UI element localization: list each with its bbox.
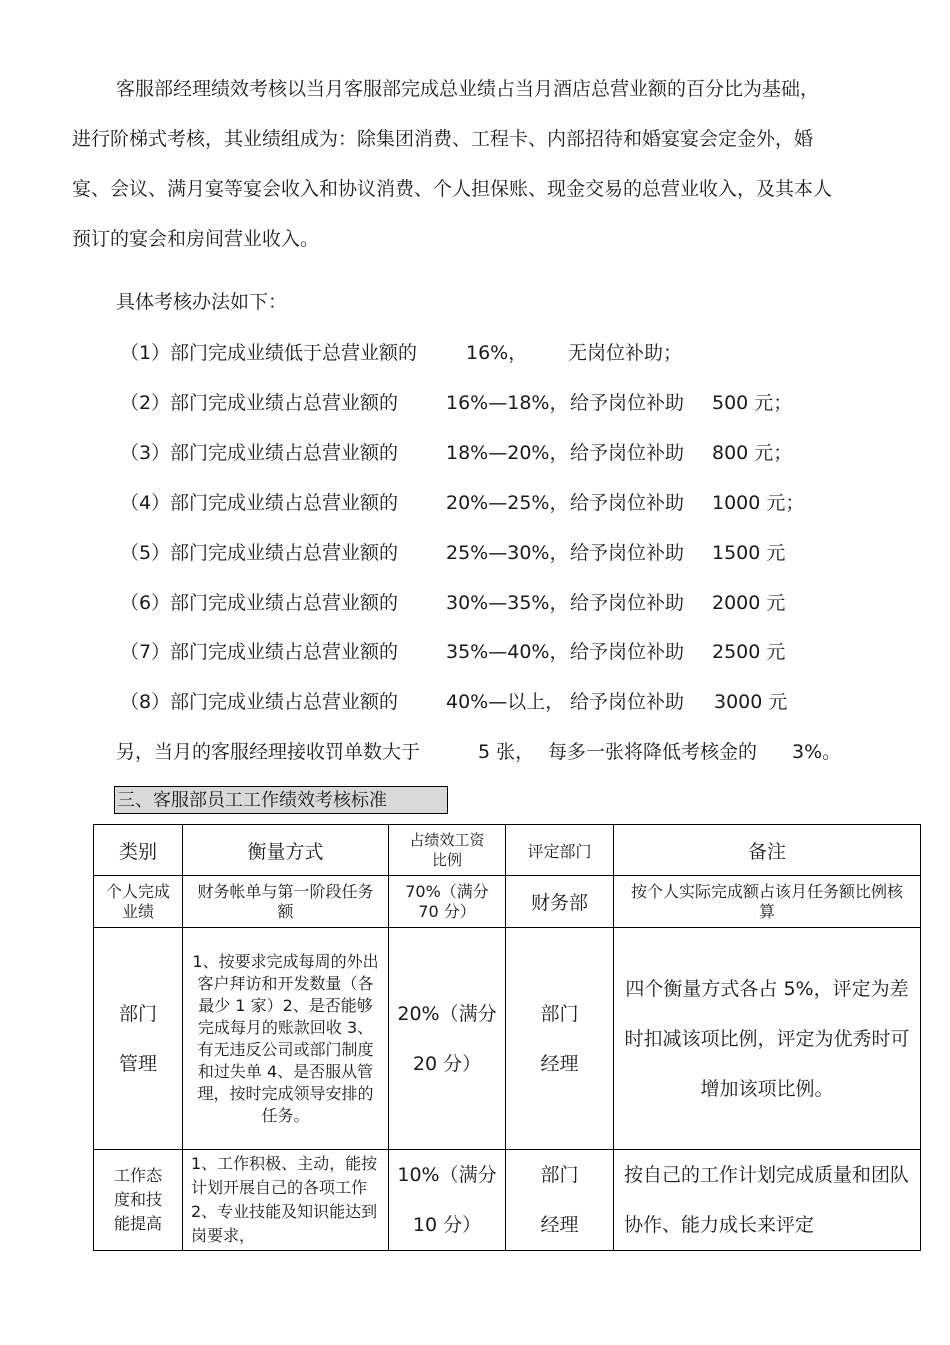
penalty-pct: 3%。 [792, 741, 842, 763]
cell-method: 1、工作积极、主动，能按计划开展自己的各项工作 2、专业技能及知识能达到岗要求， [183, 1150, 389, 1251]
tier-number: （2） [120, 392, 171, 414]
penalty-text [116, 740, 842, 764]
tier-number: （4） [120, 492, 171, 514]
cell-category: 个人完成业绩 [94, 876, 183, 928]
tier-amount: 1000 元； [712, 492, 805, 514]
cell-remark: 四个衡量方式各占 5%，评定为差时扣减该项比例，评定为优秀时可增加该项比例。 [614, 928, 921, 1150]
tier-amount: 1500 元 [712, 542, 786, 564]
penalty-part1: 另，当月的客服经理接收罚单数大于 [116, 741, 421, 763]
cell-method: 财务帐单与第一阶段任务额 [183, 876, 389, 928]
tier-reward: 给予岗位补助 [570, 492, 685, 514]
cell-dept: 部门经理 [506, 1150, 614, 1251]
header-ratio: 占绩效工资比例 [389, 825, 506, 876]
tier-amount: 500 元； [712, 392, 793, 414]
tier-range: 16%， [466, 342, 528, 364]
cell-category: 部门管理 [94, 928, 183, 1150]
tier-amount: 800 元； [712, 442, 793, 464]
tier-desc: 部门完成业绩占总营业额的 [170, 392, 399, 414]
tier-range: 35%—40%， [446, 641, 569, 663]
cell-dept: 部门经理 [506, 928, 614, 1150]
tier-number: （6） [120, 592, 171, 614]
method-heading: 具体考核办法如下： [116, 291, 288, 313]
tier-range: 25%—30%， [446, 542, 569, 564]
cell-dept: 财务部 [506, 876, 614, 928]
cell-ratio: 10%（满分10 分） [389, 1150, 506, 1251]
cell-remark: 按自己的工作计划完成质量和团队协作、能力成长来评定 [614, 1150, 921, 1251]
tier-desc: 部门完成业绩占总营业额的 [170, 442, 399, 464]
tier-desc: 部门完成业绩低于总营业额的 [170, 342, 418, 364]
table-row [94, 876, 921, 928]
tier-number: （5） [120, 542, 171, 564]
tier-range: 16%—18%， [446, 392, 569, 414]
tier-reward: 给予岗位补助 [570, 442, 685, 464]
tier-number: （3） [120, 442, 171, 464]
header-category: 类别 [94, 825, 183, 876]
tier-desc: 部门完成业绩占总营业额的 [170, 542, 399, 564]
tier-number: （8） [120, 691, 171, 713]
penalty-part2: 每多一张将降低考核金的 [548, 741, 758, 763]
header-method: 衡量方式 [183, 825, 389, 876]
tier-desc: 部门完成业绩占总营业额的 [170, 492, 399, 514]
tier-reward: 给予岗位补助 [570, 691, 685, 713]
tier-range: 30%—35%， [446, 592, 569, 614]
table-row [94, 928, 921, 1150]
assessment-table [93, 824, 921, 1251]
cell-ratio: 70%（满分70 分） [389, 876, 506, 928]
cell-method: 1、按要求完成每周的外出客户拜访和开发数量（各最少 1 家）2、是否能够完成每月的账款回收 3、有无违反公司或部门制度和过失单 4、是否服从管理，按时完成领导安排的任务。 [183, 928, 389, 1150]
header-remark: 备注 [614, 825, 921, 876]
tier-range: 40%—以上， [446, 691, 565, 713]
cell-ratio: 20%（满分20 分） [389, 928, 506, 1150]
tier-number: （7） [120, 641, 171, 663]
tier-amount: 2500 元 [712, 641, 786, 663]
tier-reward: 给予岗位补助 [570, 542, 685, 564]
section-title: 三、客服部员工工作绩效考核标准 [114, 786, 448, 814]
tier-desc: 部门完成业绩占总营业额的 [170, 691, 399, 713]
table-header-row [94, 825, 921, 876]
tier-reward: 给予岗位补助 [570, 641, 685, 663]
cell-remark: 按个人实际完成额占该月任务额比例核算 [614, 876, 921, 928]
table-row [94, 1150, 921, 1251]
intro-paragraph: 客服部经理绩效考核以当月客服部完成总业绩占当月酒店总营业额的百分比为基础，进行阶梯式考核，其业绩组成为：除集团消费、工程卡、内部招待和婚宴宴会定金外，婚宴、会议、满月宴等宴会收入和协议消费、个人担保账、现金交易的总营业收入，及其本人预订的宴会和房间营业收入。 [72, 78, 833, 250]
tier-range: 20%—25%， [446, 492, 569, 514]
tier-desc: 部门完成业绩占总营业额的 [170, 592, 399, 614]
tier-number: （1） [120, 342, 171, 364]
header-dept: 评定部门 [506, 825, 614, 876]
tier-reward: 给予岗位补助 [570, 392, 685, 414]
tier-amount: 3000 元 [714, 691, 788, 713]
cell-category: 工作态度和技能提高 [94, 1150, 183, 1251]
tier-range: 18%—20%， [446, 442, 569, 464]
tier-amount: 2000 元 [712, 592, 786, 614]
tier-reward: 无岗位补助； [568, 342, 683, 364]
tier-reward: 给予岗位补助 [570, 592, 685, 614]
penalty-count: 5 张， [478, 741, 535, 763]
tier-desc: 部门完成业绩占总营业额的 [170, 641, 399, 663]
